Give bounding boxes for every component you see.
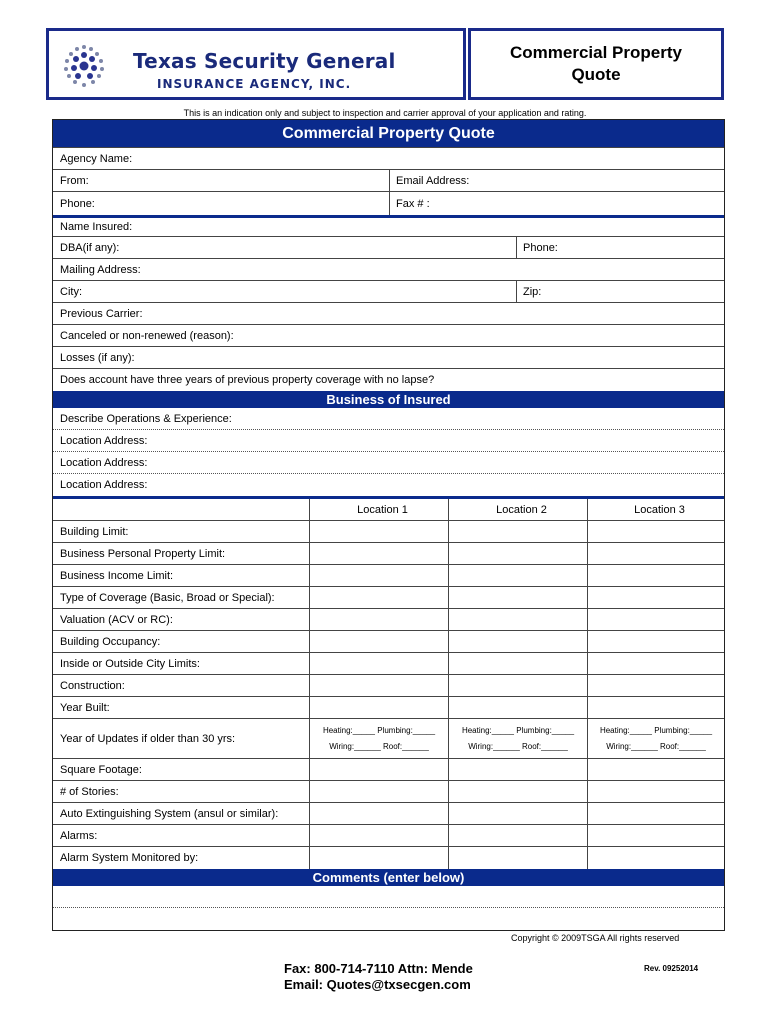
zip-label: Zip: [523,285,542,298]
location-detail-label: Valuation (ACV or RC): [60,613,173,626]
location-1-field[interactable] [309,609,448,630]
location-address-label: Location Address: [60,456,148,469]
city-label: City: [60,285,82,298]
agency-name-row[interactable] [53,148,724,170]
location-2-field[interactable] [448,759,587,780]
fax-number: Fax: 800-714-7110 Attn: Mende [284,961,473,976]
location-3-field[interactable] [587,587,724,608]
from-field[interactable] [53,170,389,191]
location-detail-label: Year Built: [60,701,110,714]
location-3-header: Location 3 [634,503,685,516]
previous-carrier-label: Previous Carrier: [60,307,143,320]
mailing-row[interactable] [53,259,724,281]
location-2-field[interactable] [448,825,587,846]
location-2-field[interactable] [448,653,587,674]
location-3-field[interactable] [587,521,724,542]
business-title: Business of Insured [53,391,724,408]
dba-field[interactable] [53,237,516,258]
location-detail-label: Auto Extinguishing System (ansul or similar): [60,807,279,820]
location-1-field[interactable] [309,521,448,542]
location-1-field[interactable] [309,653,448,674]
email-field[interactable] [389,170,724,191]
email-label: Email Address: [396,174,470,187]
location-3-field[interactable] [587,543,724,564]
zip-field[interactable] [516,281,724,302]
company-subtitle: INSURANCE AGENCY, INC. [157,77,352,91]
location-1-field[interactable] [309,781,448,802]
comments-line[interactable] [53,908,724,930]
location-2-field[interactable] [448,521,587,542]
operations-label: Describe Operations & Experience: [60,412,232,425]
agency-name-label: Agency Name: [60,152,133,165]
location-3-field[interactable] [587,759,724,780]
comments-title: Comments (enter below) [53,869,724,886]
previous-carrier-row[interactable] [53,303,724,325]
location-2-field[interactable] [448,781,587,802]
location-1-field[interactable] [309,847,448,869]
location-detail-row [53,759,724,781]
location-detail-row [53,781,724,803]
location-address-label: Location Address: [60,434,148,447]
location-detail-label: # of Stories: [60,785,119,798]
location-2-field[interactable] [448,847,587,869]
location-detail-row [53,587,724,609]
insured-phone-field[interactable] [516,237,724,258]
location-detail-label: Square Footage: [60,763,142,776]
name-insured-row[interactable] [53,215,724,237]
revision: Rev. 09252014 [644,964,699,973]
location-detail-label: Building Occupancy: [60,635,161,648]
location-1-field[interactable] [309,587,448,608]
email-address: Email: Quotes@txsecgen.com [284,977,471,992]
name-insured-label: Name Insured: [60,221,133,233]
company-header [46,28,466,100]
comments-line[interactable] [53,886,724,908]
location-detail-row [53,825,724,847]
document-title-line2: Quote [571,65,621,84]
operations-row[interactable] [53,408,724,430]
three-years-row[interactable] [53,369,724,391]
canceled-row[interactable] [53,325,724,347]
agency-phone-label: Phone: [60,197,95,210]
canceled-label: Canceled or non-renewed (reason): [60,329,234,342]
location-3-field[interactable] [587,631,724,652]
location-detail-row [53,675,724,697]
location-1-field[interactable] [309,565,448,586]
location-detail-label: Inside or Outside City Limits: [60,657,200,670]
location-3-field[interactable] [587,803,724,824]
location-detail-label: Alarms: [60,829,98,842]
location-detail-row [53,631,724,653]
location-detail-label: Alarm System Monitored by: [60,852,199,864]
location-2-field[interactable] [448,609,587,630]
dba-label: DBA(if any): [60,241,120,254]
location-3-field[interactable] [587,565,724,586]
from-row [53,170,724,192]
fax-field[interactable] [389,192,724,215]
location-address-row[interactable] [53,452,724,474]
mailing-label: Mailing Address: [60,263,141,276]
document-title-line1: Commercial Property [510,43,682,62]
three-years-label: Does account have three years of previous property coverage with no lapse? [60,374,435,386]
location-3-field[interactable] [587,609,724,630]
location-1-header: Location 1 [357,503,408,516]
location-detail-label: Business Income Limit: [60,569,174,582]
city-field[interactable] [53,281,516,302]
location-1-updates[interactable]: Heating:_____ Plumbing:_____ Wiring:______ Roof:______ [309,719,448,758]
year-of-updates-row [53,719,724,759]
location-1-field[interactable] [309,697,448,718]
from-label: From: [60,174,89,187]
location-1-field[interactable] [309,825,448,846]
location-3-field[interactable] [587,653,724,674]
location-1-field[interactable] [309,759,448,780]
location-detail-row [53,565,724,587]
location-2-field[interactable] [448,565,587,586]
location-1-field[interactable] [309,675,448,696]
location-address-label: Location Address: [60,479,148,491]
location-detail-row [53,803,724,825]
location-3-field[interactable] [587,847,724,869]
insured-phone-label: Phone: [523,241,558,254]
location-2-field[interactable] [448,543,587,564]
location-detail-label: Building Limit: [60,525,129,538]
location-1-field[interactable] [309,803,448,824]
fax-label: Fax # : [396,197,430,210]
location-detail-row [53,697,724,719]
document-title-box [468,28,724,100]
form-title: Commercial Property Quote [53,120,724,148]
losses-label: Losses (if any): [60,351,135,364]
losses-row[interactable] [53,347,724,369]
location-2-field[interactable] [448,675,587,696]
location-detail-row [53,653,724,675]
location-detail-label: Construction: [60,679,125,692]
location-2-field[interactable] [448,697,587,718]
location-detail-label: Business Personal Property Limit: [60,547,226,560]
contact-info [284,961,473,993]
location-detail-row [53,521,724,543]
location-3-field[interactable] [587,675,724,696]
year-of-updates-label: Year of Updates if older than 30 yrs: [60,732,236,745]
location-3-field[interactable] [587,781,724,802]
company-name: Texas Security General [133,49,396,73]
disclaimer: This is an indication only and subject to inspection and carrier approval of your application and rating. [183,108,587,118]
locations-header-row [53,496,724,521]
agency-phone-field[interactable] [53,192,389,215]
location-3-field[interactable] [587,825,724,846]
company-logo [61,43,107,89]
phone-row [53,192,724,215]
location-2-field[interactable] [448,587,587,608]
dba-row [53,237,724,259]
location-3-field[interactable] [587,697,724,718]
location-2-field[interactable] [448,631,587,652]
location-1-field[interactable] [309,631,448,652]
location-3-updates[interactable]: Heating:_____ Plumbing:_____ Wiring:______ Roof:______ [587,719,724,758]
city-row [53,281,724,303]
location-2-updates[interactable]: Heating:_____ Plumbing:_____ Wiring:______ Roof:______ [448,719,587,758]
location-detail-row [53,543,724,565]
location-detail-row [53,847,724,869]
location-detail-row [53,609,724,631]
location-2-header: Location 2 [496,503,547,516]
location-address-row[interactable] [53,430,724,452]
location-address-row[interactable] [53,474,724,496]
location-2-field[interactable] [448,803,587,824]
quote-form [52,119,725,931]
location-1-field[interactable] [309,543,448,564]
copyright: Copyright © 2009TSGA All rights reserved [511,933,680,943]
location-detail-label: Type of Coverage (Basic, Broad or Special): [60,591,275,604]
